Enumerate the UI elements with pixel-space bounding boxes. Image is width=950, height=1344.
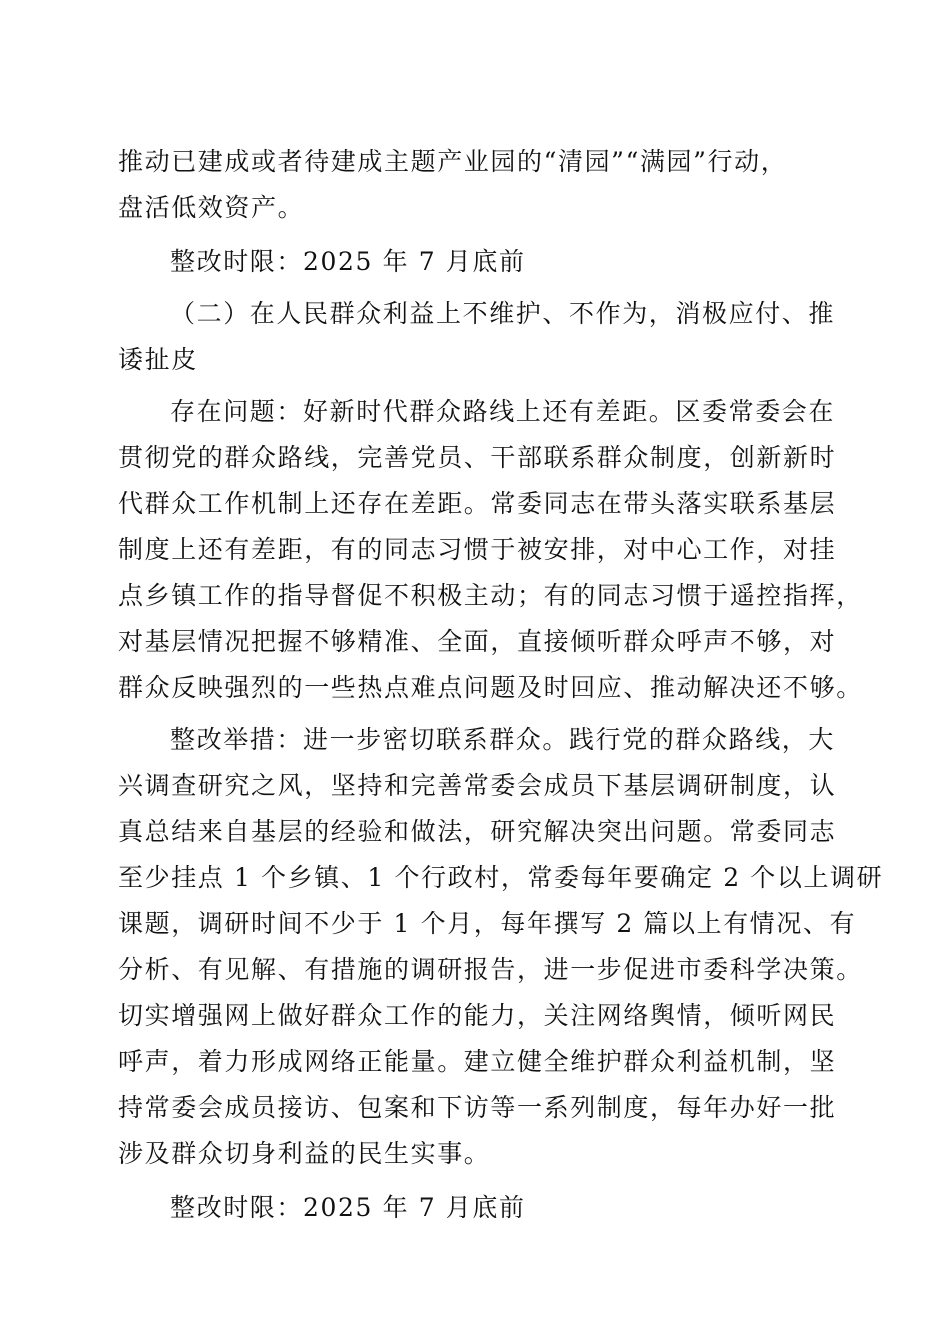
paragraph-rectification-measures	[118, 717, 884, 1177]
section-heading-line: （二）在人民群众利益上不维护、不作为，消极应付、推	[170, 299, 836, 328]
paragraph-line: 整改时限：2025 年 7 月底前	[170, 1193, 526, 1222]
paragraph-line: 贯彻党的群众路线，完善党员、干部联系群众制度，创新新时	[118, 443, 837, 472]
paragraph-line: 点乡镇工作的指导督促不积极主动；有的同志习惯于遥控指挥，	[118, 581, 863, 610]
paragraph-line: 整改举措：进一步密切联系群众。践行党的群众路线，大	[170, 725, 836, 754]
section-heading	[118, 291, 838, 383]
document-body	[118, 139, 884, 1231]
paragraph-line: 课题，调研时间不少于 1 个月，每年撰写 2 篇以上有情况、有	[118, 909, 857, 938]
paragraph-line: 整改时限：2025 年 7 月底前	[170, 247, 526, 276]
paragraph-line: 分析、有见解、有措施的调研报告，进一步促进市委科学决策。	[118, 955, 863, 984]
paragraph-existing-problems	[118, 389, 863, 711]
paragraph-line: 代群众工作机制上还存在差距。常委同志在带头落实联系基层	[118, 489, 837, 518]
paragraph-deadline	[118, 1185, 838, 1231]
paragraph-line: 群众反映强烈的一些热点难点问题及时回应、推动解决还不够。	[118, 673, 863, 702]
paragraph-line: 推动已建成或者待建成主题产业园的“清园”“满园”行动，	[118, 147, 788, 176]
paragraph-line: 至少挂点 1 个乡镇、1 个行政村，常委每年要确定 2 个以上调研	[118, 863, 884, 892]
paragraph-line: 持常委会成员接访、包案和下访等一系列制度，每年办好一批	[118, 1093, 837, 1122]
paragraph-line: 兴调查研究之风，坚持和完善常委会成员下基层调研制度，认	[118, 771, 837, 800]
paragraph-line: 对基层情况把握不够精准、全面，直接倾听群众呼声不够，对	[118, 627, 837, 656]
paragraph-line: 制度上还有差距，有的同志习惯于被安排，对中心工作，对挂	[118, 535, 837, 564]
paragraph-line: 存在问题：好新时代群众路线上还有差距。区委常委会在	[170, 397, 836, 426]
paragraph-deadline	[118, 239, 838, 285]
paragraph-line: 盘活低效资产。	[118, 193, 305, 222]
paragraph-line: 真总结来自基层的经验和做法，研究解决突出问题。常委同志	[118, 817, 837, 846]
paragraph-line: 呼声，着力形成网络正能量。建立健全维护群众利益机制，坚	[118, 1047, 837, 1076]
paragraph-line: 切实增强网上做好群众工作的能力，关注网络舆情，倾听网民	[118, 1001, 837, 1030]
section-heading-line: 诿扯皮	[118, 345, 198, 374]
paragraph-line: 涉及群众切身利益的民生实事。	[118, 1139, 491, 1168]
paragraph-continuation	[118, 139, 838, 231]
